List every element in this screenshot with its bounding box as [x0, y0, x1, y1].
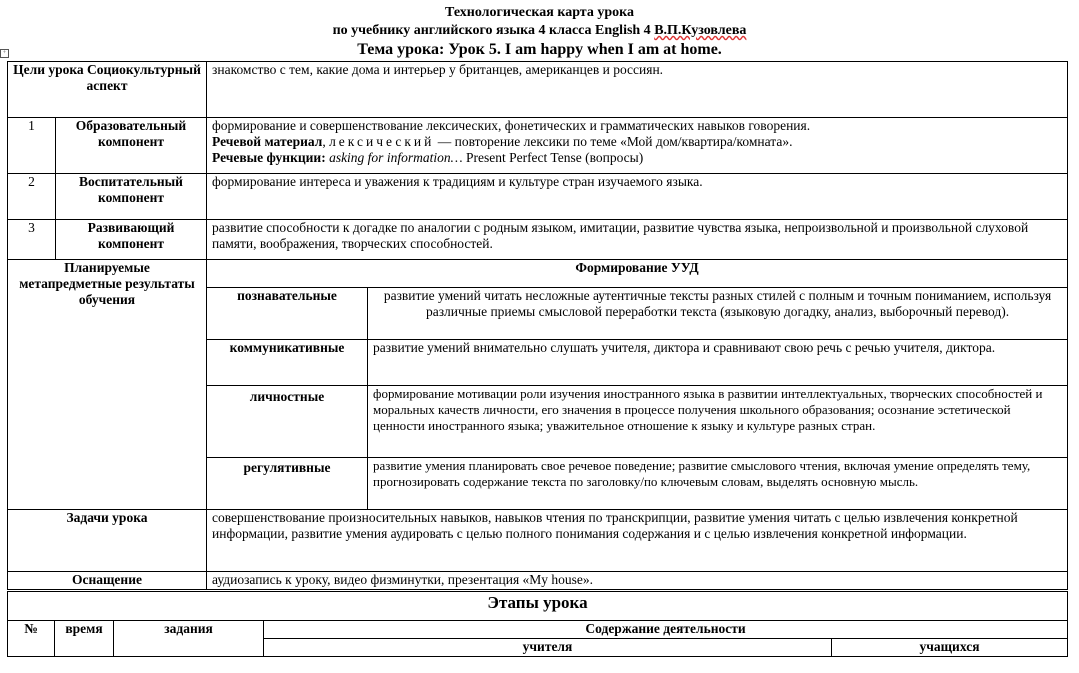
uud-text: развитие умений читать несложные аутентичные тексты разных стилей с полным и точным пониманием, используя различные приемы смысловой переработки текста (языковую догадку, анализ, выборочный перевод). — [368, 288, 1068, 340]
col-number: № — [8, 621, 55, 657]
uud-label: познавательные — [207, 288, 368, 340]
component-row — [8, 118, 1068, 174]
speech-material — [212, 134, 1062, 150]
uud-label: коммуникативные — [207, 340, 368, 386]
uud-title: Формирование УУД — [207, 260, 1068, 288]
speech-material-text: — повторение лексики по теме «Мой дом/квартира/комната». — [434, 134, 793, 149]
col-time: время — [55, 621, 114, 657]
stages-title: Этапы урока — [8, 592, 1068, 621]
lesson-topic — [0, 40, 1079, 60]
goals-label: Цели урока Социокультурный аспект — [8, 62, 207, 118]
component-label: Воспитательный компонент — [56, 174, 207, 220]
col-content: Содержание деятельности — [264, 621, 1068, 639]
uud-text: развитие умений внимательно слушать учителя, диктора и сравнивают свою речь с речью учителя, диктора. — [368, 340, 1068, 386]
lesson-stages-table — [7, 591, 1068, 657]
table-move-handle-icon[interactable]: + — [0, 49, 9, 58]
planned-results-label: Планируемые метапредметные результаты обучения — [8, 260, 207, 510]
speech-material-label: Речевой материал — [212, 134, 323, 149]
component-number: 3 — [8, 220, 56, 260]
speech-functions-label: Речевые функции: — [212, 150, 326, 165]
component-number: 1 — [8, 118, 56, 174]
uud-text: развитие умения планировать свое речевое поведение; развитие смыслового чтения, включая умение определять тему, прогнозировать содержание текста по заголовку/по ключевым словам, выделять основную мысль. — [368, 458, 1068, 510]
tasks-row — [8, 510, 1068, 572]
topic-value: Урок 5. I am happy when I am at home. — [444, 41, 722, 58]
speech-functions — [212, 150, 1062, 166]
speech-functions-italic: asking for information… — [329, 150, 463, 165]
component-label: Развивающий компонент — [56, 220, 207, 260]
goals-text: знакомство с тем, какие дома и интерьер у британцев, американцев и россиян. — [207, 62, 1068, 118]
component-number: 2 — [8, 174, 56, 220]
col-students: учащихся — [832, 639, 1068, 657]
component-row — [8, 220, 1068, 260]
uud-label: регулятивные — [207, 458, 368, 510]
tasks-label: Задачи урока — [8, 510, 207, 572]
speech-functions-text: Present Perfect Tense (вопросы) — [462, 150, 644, 165]
component-line: формирование и совершенствование лексических, фонетических и грамматических навыков говорения. — [212, 118, 811, 133]
document-title: Технологическая карта урока — [445, 5, 634, 20]
equipment-row — [8, 572, 1068, 590]
tasks-text: совершенствование произносительных навыков, навыков чтения по транскрипции, развитие умения читать с целью извлечения конкретной информации, развитие умения аудировать с целью полного понимания содержания и с целью извлечения конкретной информации. — [207, 510, 1068, 572]
col-tasks: задания — [114, 621, 264, 657]
uud-label: личностные — [207, 386, 368, 458]
document-subtitle — [0, 23, 1079, 39]
speech-material-sep: , — [322, 134, 326, 149]
component-row — [8, 174, 1068, 220]
goals-row — [8, 62, 1068, 118]
equipment-text: аудиозапись к уроку, видео физминутки, презентация «My house». — [207, 572, 1068, 590]
component-label: Образовательный компонент — [56, 118, 207, 174]
author-name: В.П.Кузовлева — [654, 23, 747, 38]
lesson-plan-table — [7, 61, 1068, 590]
stages-header-row — [8, 621, 1068, 639]
stages-title-row — [8, 592, 1068, 621]
speech-material-spaced: лексический — [329, 134, 435, 149]
uud-header-row — [8, 260, 1068, 288]
col-teacher: учителя — [264, 639, 832, 657]
equipment-label: Оснащение — [8, 572, 207, 590]
uud-text: формирование мотивации роли изучения иностранного языка в развитии интеллектуальных, творческих способностей и моральных качеств личности, его значения в процессе получения школьного образования; осознание эстетической ценности иностранного языка; уважительное отношение к языку и культуре разных стран. — [368, 386, 1068, 458]
topic-label: Тема урока: — [357, 41, 445, 58]
subtitle-text: по учебнику английского языка 4 класса English 4 — [332, 23, 655, 38]
component-text: развитие способности к догадке по аналогии с родным языком, имитации, развитие чувства языка, непроизвольной и произвольной слуховой памяти, воображения, творческих способностей. — [207, 220, 1068, 260]
component-text: формирование интереса и уважения к традициям и культуре стран изучаемого языка. — [207, 174, 1068, 220]
component-text — [207, 118, 1068, 174]
